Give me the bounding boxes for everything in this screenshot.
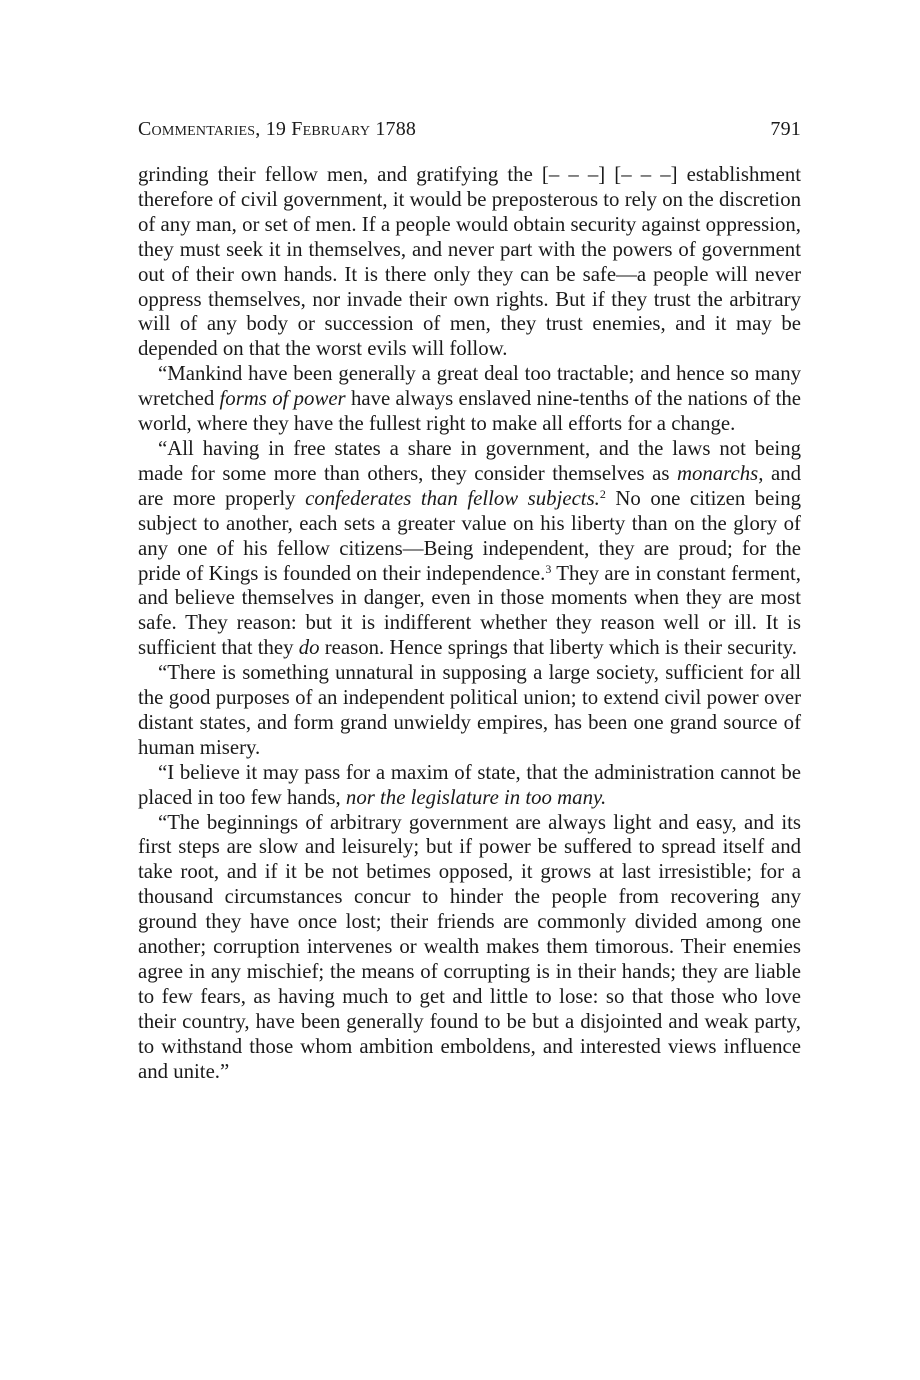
footnote-ref: 3 [545,561,552,576]
italic-text: confederates than fellow subjects. [305,486,600,510]
paragraph [138,811,801,1085]
text-run: “I believe it may pass for a maxim of state, that the administration cannot be placed in too few hands, [138,760,801,809]
italic-text: do [298,636,320,660]
paragraph [138,163,801,362]
text-run: “All having in free states a share in government, and the laws not being made for some more than others, they consider themselves as [138,436,801,485]
running-head [138,118,801,141]
document-page [138,118,801,1085]
text-run: No one citizen being subject to another, each sets a greater value on his liberty than on the glory of any one of his fellow citizens—Being independent, they are proud; for the pride of Kings is founded on their independence. [138,486,801,585]
text-run: They are in constant ferment, and believe themselves in danger, even in those moments when they are most safe. They reason: but it is indifferent whether they reason well or ill. It is sufficient that they [138,561,801,660]
paragraph [138,437,801,661]
text-run: and are more properly [138,461,801,510]
italic-text: nor the legislature in too many. [345,785,607,809]
running-title: Commentaries, 19 February 1788 [138,118,417,140]
text-run: “The beginnings of arbitrary government are always light and easy, and its first steps are slow and leisurely; but if power be suffered to spread itself and take root, and if it be not betimes opposed, it grows at last irresistible; for a thousand circumstances concur to hinder the people from recovering any ground they have once lost; their friends are commonly divided among one another; corruption intervenes or wealth makes them timorous. Their enemies agree in any mischief; the means of corrupting is in their hands; they are liable to few fears, as having much to get and little to lose: so that those who love their country, have been generally found to be but a disjointed and weak party, to withstand those whom ambition emboldens, and interested views influence and unite.” [138,810,801,1083]
italic-text: monarchs, [676,461,764,485]
paragraph [138,362,801,437]
body-text [138,163,801,1085]
text-run: grinding their fellow men, and gratifying the [– – –] [– – –] establishment therefore of civil government, it would be preposterous to rely on the discretion of any man, or set of men. If a people would obtain security against oppression, they must seek it in themselves, and never part with the powers of government out of their own hands. It is there only they can be safe—a people will never oppress themselves, nor invade their own rights. But if they trust the arbitrary will of any body or succession of men, they trust enemies, and it may be depended on that the worst evils will follow. [138,163,801,361]
paragraph [138,661,801,761]
text-run: “Mankind have been generally a great deal too tractable; and hence so many wretched [138,362,801,411]
text-run: have always enslaved nine-tenths of the nations of the world, where they have the fullest right to make all efforts for a change. [138,387,801,436]
footnote-ref: 2 [599,486,606,501]
text-run: “There is something unnatural in supposing a large society, sufficient for all the good purposes of an independent political union; to extend civil power over distant states, and form grand unwieldy empires, has been one grand source of human misery. [138,661,801,759]
italic-text: forms of power [219,387,346,411]
page-number: 791 [770,118,801,140]
text-run: reason. Hence springs that liberty which is their security. [319,636,797,660]
paragraph [138,761,801,811]
